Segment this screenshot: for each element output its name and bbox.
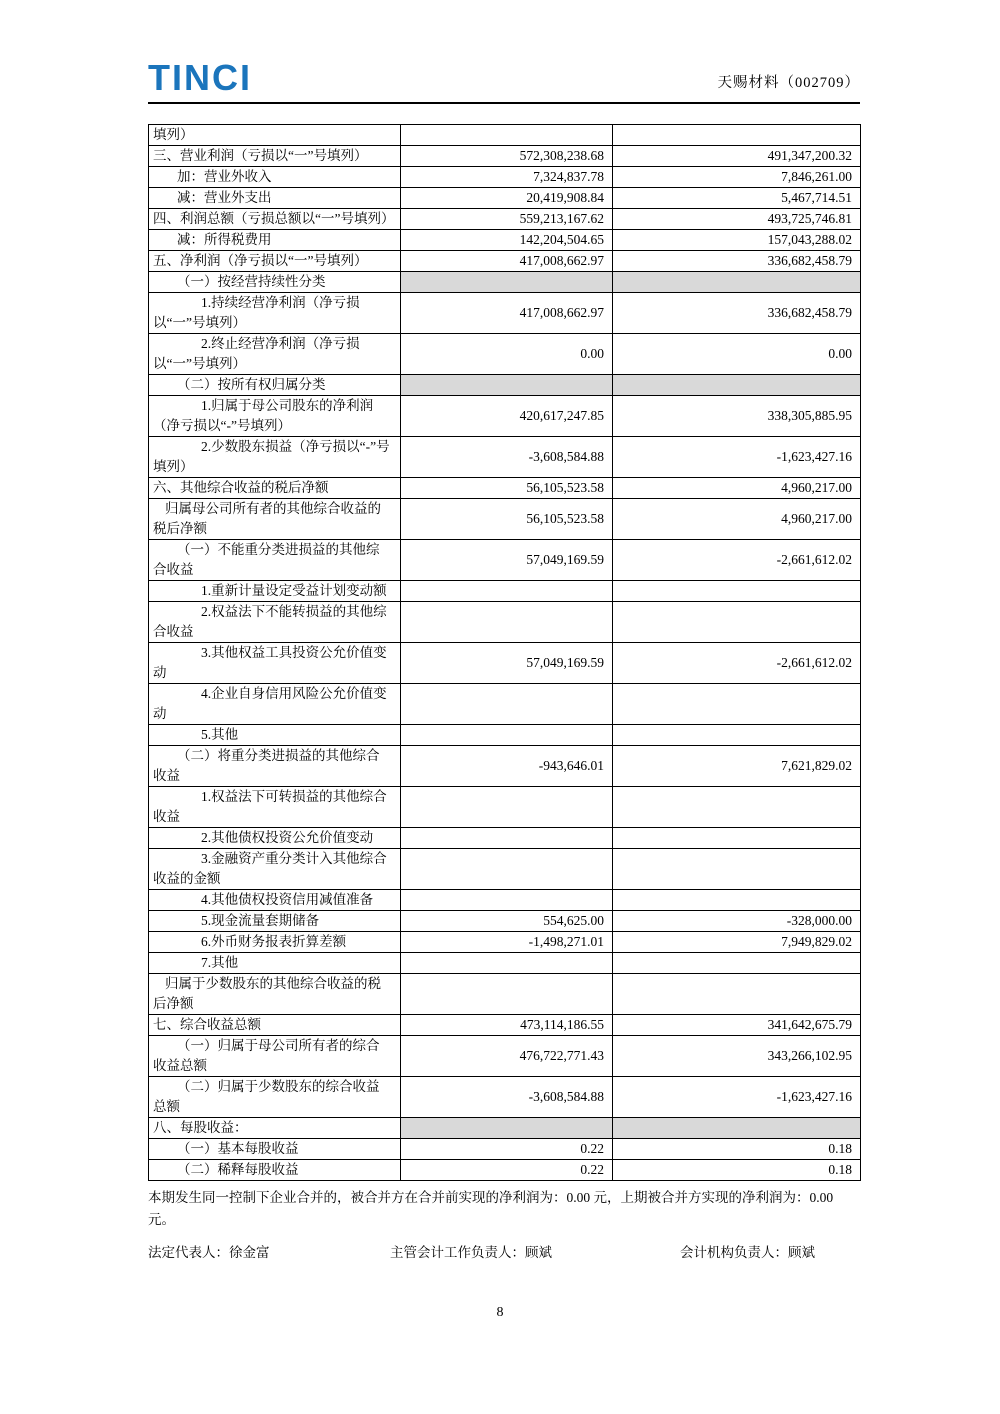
income-statement-table	[148, 124, 861, 1181]
current-period-value: 476,722,771.43	[401, 1036, 613, 1077]
current-period-value: 56,105,523.58	[401, 478, 613, 499]
row-label: 三、营业利润（亏损以“一”号填列）	[149, 146, 401, 167]
prior-period-value: -1,623,427.16	[613, 437, 861, 478]
prior-period-value	[613, 725, 861, 746]
table-row	[149, 1139, 861, 1160]
current-period-value	[401, 953, 613, 974]
current-period-value: 417,008,662.97	[401, 251, 613, 272]
prior-period-value: 7,621,829.02	[613, 746, 861, 787]
current-period-value: 7,324,837.78	[401, 167, 613, 188]
table-row	[149, 953, 861, 974]
row-label: 填列）	[149, 125, 401, 146]
row-label: 归属于少数股东的其他综合收益的税后净额	[149, 974, 401, 1015]
row-label: 7.其他	[149, 953, 401, 974]
table-row	[149, 746, 861, 787]
table-row	[149, 974, 861, 1015]
row-label: 1.持续经营净利润（净亏损以“一”号填列）	[149, 293, 401, 334]
table-row	[149, 911, 861, 932]
accounting-org-head: 会计机构负责人：顾斌	[680, 1245, 815, 1260]
table-row	[149, 828, 861, 849]
table-row	[149, 540, 861, 581]
table-row	[149, 437, 861, 478]
current-period-value: -1,498,271.01	[401, 932, 613, 953]
prior-period-value	[613, 125, 861, 146]
prior-period-value	[613, 684, 861, 725]
table-row	[149, 684, 861, 725]
prior-period-value	[613, 602, 861, 643]
row-label: 七、综合收益总额	[149, 1015, 401, 1036]
prior-period-value: -328,000.00	[613, 911, 861, 932]
current-period-value: 559,213,167.62	[401, 209, 613, 230]
prior-period-value: 0.18	[613, 1139, 861, 1160]
row-label: （二）将重分类进损益的其他综合收益	[149, 746, 401, 787]
current-period-value: 57,049,169.59	[401, 643, 613, 684]
row-label: 减：所得税费用	[149, 230, 401, 251]
row-label: 四、利润总额（亏损总额以“一”号填列）	[149, 209, 401, 230]
prior-period-value: 341,642,675.79	[613, 1015, 861, 1036]
current-period-value: 420,617,247.85	[401, 396, 613, 437]
current-period-value	[401, 125, 613, 146]
prior-period-value: 491,347,200.32	[613, 146, 861, 167]
prior-period-value	[613, 953, 861, 974]
row-label: 归属母公司所有者的其他综合收益的税后净额	[149, 499, 401, 540]
table-row	[149, 293, 861, 334]
row-label: 1.重新计量设定受益计划变动额	[149, 581, 401, 602]
row-label: （一）基本每股收益	[149, 1139, 401, 1160]
row-label: 减：营业外支出	[149, 188, 401, 209]
table-row	[149, 396, 861, 437]
current-period-value: -3,608,584.88	[401, 1077, 613, 1118]
current-period-value	[401, 1118, 613, 1139]
row-label: 2.终止经营净利润（净亏损以“一”号填列）	[149, 334, 401, 375]
row-label: 八、每股收益：	[149, 1118, 401, 1139]
row-label: 5.其他	[149, 725, 401, 746]
row-label: 2.少数股东损益（净亏损以“-”号填列）	[149, 437, 401, 478]
prior-period-value	[613, 581, 861, 602]
prior-period-value	[613, 375, 861, 396]
row-label: （一）归属于母公司所有者的综合收益总额	[149, 1036, 401, 1077]
prior-period-value: -1,623,427.16	[613, 1077, 861, 1118]
chief-accountant: 主管会计工作负责人：顾斌	[390, 1245, 552, 1260]
prior-period-value: 5,467,714.51	[613, 188, 861, 209]
current-period-value: 572,308,238.68	[401, 146, 613, 167]
prior-period-value: 493,725,746.81	[613, 209, 861, 230]
table-row	[149, 643, 861, 684]
prior-period-value	[613, 974, 861, 1015]
prior-period-value: -2,661,612.02	[613, 540, 861, 581]
signature-line	[148, 1241, 860, 1263]
current-period-value: 0.22	[401, 1139, 613, 1160]
current-period-value	[401, 974, 613, 1015]
table-row	[149, 251, 861, 272]
prior-period-value	[613, 787, 861, 828]
prior-period-value: 4,960,217.00	[613, 478, 861, 499]
table-row	[149, 1036, 861, 1077]
row-label: 5.现金流量套期储备	[149, 911, 401, 932]
header-divider	[148, 102, 860, 104]
row-label: （一）不能重分类进损益的其他综合收益	[149, 540, 401, 581]
prior-period-value: 157,043,288.02	[613, 230, 861, 251]
company-name-code: 天赐材料（002709）	[717, 75, 860, 91]
table-row	[149, 581, 861, 602]
table-row	[149, 334, 861, 375]
page-number: 8	[496, 1305, 504, 1320]
table-row	[149, 375, 861, 396]
row-label: 1.归属于母公司股东的净利润（净亏损以“-”号填列）	[149, 396, 401, 437]
row-label: （一）按经营持续性分类	[149, 272, 401, 293]
row-label: 4.企业自身信用风险公允价值变动	[149, 684, 401, 725]
current-period-value	[401, 581, 613, 602]
table-row	[149, 932, 861, 953]
row-label: 6.外币财务报表折算差额	[149, 932, 401, 953]
page-content	[148, 50, 860, 1263]
table-row	[149, 209, 861, 230]
prior-period-value	[613, 828, 861, 849]
company-logo: TINCI	[148, 57, 252, 98]
current-period-value	[401, 787, 613, 828]
current-period-value	[401, 684, 613, 725]
current-period-value: -943,646.01	[401, 746, 613, 787]
row-label: （二）归属于少数股东的综合收益总额	[149, 1077, 401, 1118]
table-row	[149, 1118, 861, 1139]
table-row	[149, 499, 861, 540]
row-label: 2.权益法下不能转损益的其他综合收益	[149, 602, 401, 643]
current-period-value	[401, 602, 613, 643]
table-row	[149, 1160, 861, 1181]
prior-period-value: -2,661,612.02	[613, 643, 861, 684]
current-period-value: 56,105,523.58	[401, 499, 613, 540]
prior-period-value	[613, 890, 861, 911]
row-label: 六、其他综合收益的税后净额	[149, 478, 401, 499]
table-row	[149, 725, 861, 746]
current-period-value	[401, 272, 613, 293]
current-period-value: 57,049,169.59	[401, 540, 613, 581]
current-period-value: 554,625.00	[401, 911, 613, 932]
row-label: 1.权益法下可转损益的其他综合收益	[149, 787, 401, 828]
prior-period-value: 343,266,102.95	[613, 1036, 861, 1077]
table-row	[149, 146, 861, 167]
table-row	[149, 787, 861, 828]
table-row	[149, 188, 861, 209]
current-period-value: 473,114,186.55	[401, 1015, 613, 1036]
table-row	[149, 849, 861, 890]
current-period-value: 0.22	[401, 1160, 613, 1181]
current-period-value	[401, 890, 613, 911]
prior-period-value: 336,682,458.79	[613, 293, 861, 334]
row-label: 4.其他债权投资信用减值准备	[149, 890, 401, 911]
prior-period-value: 0.00	[613, 334, 861, 375]
current-period-value: -3,608,584.88	[401, 437, 613, 478]
prior-period-value: 7,846,261.00	[613, 167, 861, 188]
row-label: 五、净利润（净亏损以“一”号填列）	[149, 251, 401, 272]
current-period-value: 0.00	[401, 334, 613, 375]
row-label: 加：营业外收入	[149, 167, 401, 188]
table-row	[149, 1015, 861, 1036]
row-label: （二）按所有权归属分类	[149, 375, 401, 396]
prior-period-value	[613, 272, 861, 293]
current-period-value	[401, 849, 613, 890]
table-row	[149, 478, 861, 499]
row-label: 3.其他权益工具投资公允价值变动	[149, 643, 401, 684]
prior-period-value	[613, 1118, 861, 1139]
prior-period-value	[613, 849, 861, 890]
prior-period-value: 7,949,829.02	[613, 932, 861, 953]
table-row	[149, 167, 861, 188]
prior-period-value: 0.18	[613, 1160, 861, 1181]
table-row	[149, 1077, 861, 1118]
current-period-value: 417,008,662.97	[401, 293, 613, 334]
row-label: 2.其他债权投资公允价值变动	[149, 828, 401, 849]
table-row	[149, 125, 861, 146]
prior-period-value: 4,960,217.00	[613, 499, 861, 540]
income-statement-body	[149, 125, 861, 1181]
current-period-value: 20,419,908.84	[401, 188, 613, 209]
merger-note: 本期发生同一控制下企业合并的，被合并方在合并前实现的净利润为：0.00 元，上期被合并方实现的净利润为：0.00 元。	[148, 1190, 834, 1227]
prior-period-value: 338,305,885.95	[613, 396, 861, 437]
current-period-value	[401, 725, 613, 746]
document-header	[148, 50, 860, 96]
current-period-value: 142,204,504.65	[401, 230, 613, 251]
current-period-value	[401, 375, 613, 396]
current-period-value	[401, 828, 613, 849]
table-row	[149, 230, 861, 251]
row-label: （二）稀释每股收益	[149, 1160, 401, 1181]
table-row	[149, 602, 861, 643]
prior-period-value: 336,682,458.79	[613, 251, 861, 272]
legal-representative: 法定代表人：徐金富	[148, 1245, 270, 1260]
table-row	[149, 272, 861, 293]
table-row	[149, 890, 861, 911]
row-label: 3.金融资产重分类计入其他综合收益的金额	[149, 849, 401, 890]
